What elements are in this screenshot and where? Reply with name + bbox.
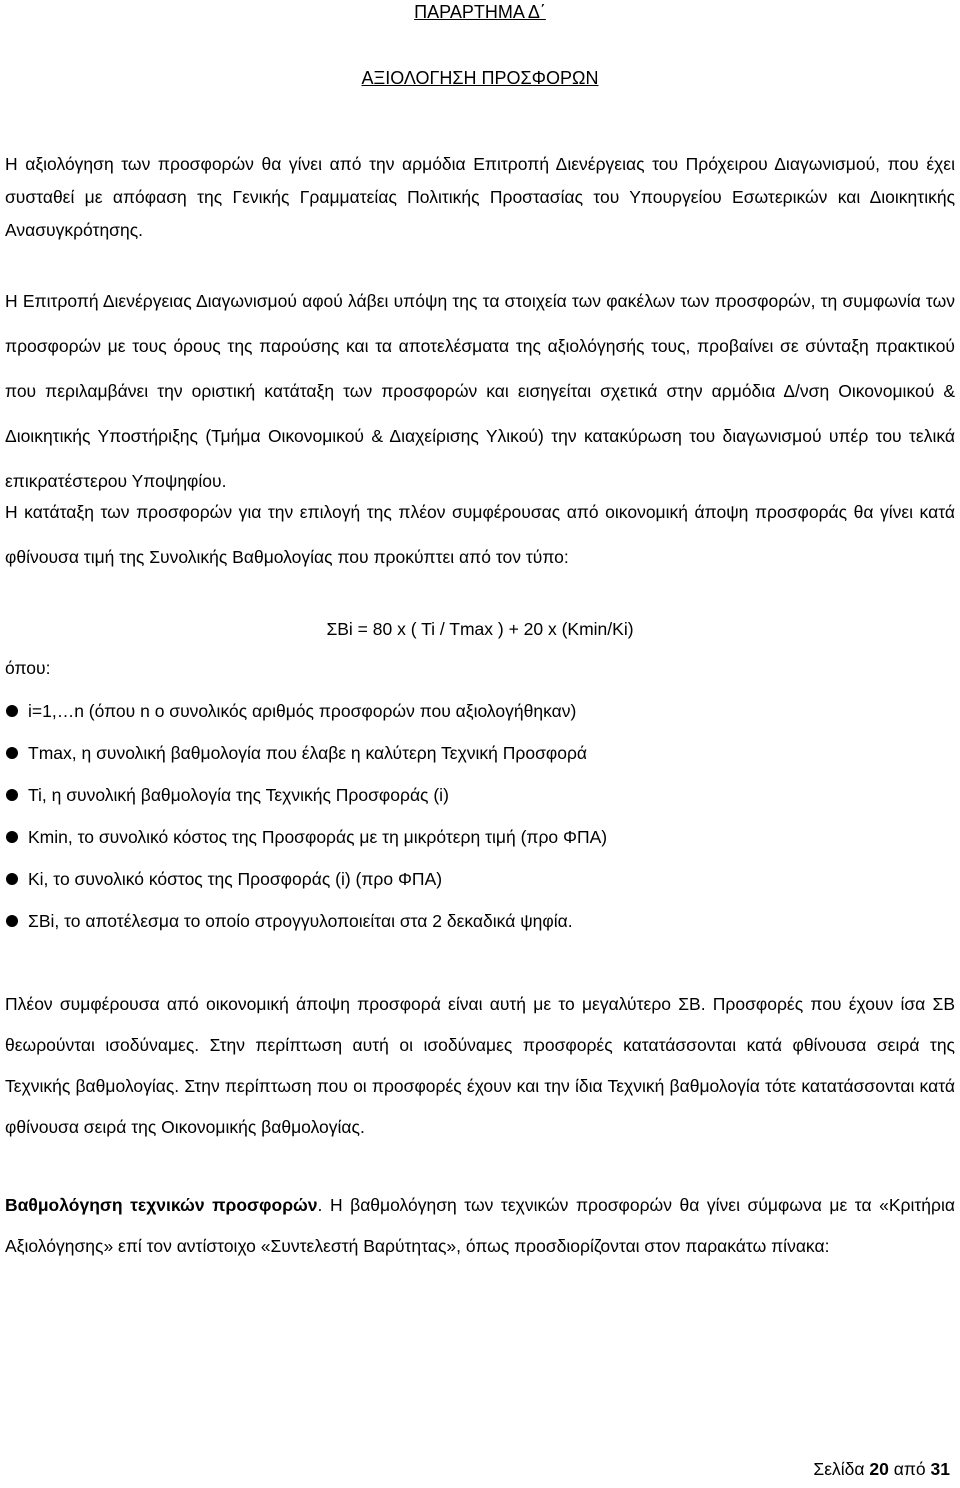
total-pages-number: 31 xyxy=(930,1459,950,1479)
annex-title: ΠΑΡΑΡΤΗΜΑ Δ΄ xyxy=(414,2,546,22)
variable-definitions xyxy=(0,697,960,949)
paragraph-technical-scoring xyxy=(5,1185,955,1267)
list-item xyxy=(0,865,960,907)
where-label: όπου: xyxy=(5,658,51,678)
bullet-icon xyxy=(6,789,18,801)
page-footer xyxy=(813,1456,950,1482)
bullet-icon xyxy=(6,831,18,843)
paragraph-procedure: Η Επιτροπή Διενέργειας Διαγωνισμού αφού λάβει υπόψη της τα στοιχεία των φακέλων των προσφορών, τη συμφωνία των προσφορών με τους όρους της παρούσης και τα αποτελέσματα της αξιολόγησής τους, προβαίνει σε σύνταξη πρακτικού που περιλαμβάνει την οριστική κατάταξη των προσφορών και εισηγείται σχετικά στην αρμόδια Δ/νση Οικονομικού & Διοικητικής Υποστήριξης (Τμήμα Οικονομικού & Διαχείρισης Υλικού) την κατακύρωση του διαγωνισμού υπέρ του τελικά επικρατέστερου Υποψηφίου. xyxy=(5,291,955,491)
list-item-text: i=1,…n (όπου n ο συνολικός αριθμός προσφορών που αξιολογήθηκαν) xyxy=(28,701,577,721)
footer-middle: από xyxy=(888,1459,931,1479)
bullet-icon xyxy=(6,747,18,759)
list-item xyxy=(0,823,960,865)
list-item xyxy=(0,739,960,781)
technical-scoring-heading: Βαθμολόγηση τεχνικών προσφορών xyxy=(5,1195,318,1215)
list-item xyxy=(0,781,960,823)
list-item-text: Kmin, το συνολικό κόστος της Προσφοράς με τη μικρότερη τιμή (προ ΦΠΑ) xyxy=(28,827,608,847)
paragraph-committee: Η αξιολόγηση των προσφορών θα γίνει από την αρμόδια Επιτροπή Διενέργειας του Πρόχειρου Διαγωνισμού, που έχει συσταθεί με απόφαση της Γενικής Γραμματείας Πολιτικής Προστασίας του Υπουργείου Εσωτερικών και Διοικητικής Ανασυγκρότησης. xyxy=(5,154,955,240)
section-title: ΑΞΙΟΛΟΓΗΣΗ ΠΡΟΣΦΟΡΩΝ xyxy=(361,68,599,88)
current-page-number: 20 xyxy=(869,1459,889,1479)
footer-prefix: Σελίδα xyxy=(813,1459,870,1479)
bullet-icon xyxy=(6,705,18,717)
list-item-text: Tmax, η συνολική βαθμολογία που έλαβε η καλύτερη Τεχνική Προσφορά xyxy=(28,743,588,763)
score-formula-text: ΣΒi = 80 x ( Ti / Tmax ) + 20 x (Kmin/Ki) xyxy=(326,619,634,639)
paragraph-tie-break: Πλέον συμφέρουσα από οικονομική άποψη προσφορά είναι αυτή με το μεγαλύτερο ΣΒ. Προσφορές που έχουν ίσα ΣΒ θεωρούνται ισοδύναμες. Στην περίπτωση αυτή οι ισοδύναμες προσφορές κατατάσσονται κατά φθίνουσα σειρά της Τεχνικής βαθμολογίας. Στην περίπτωση που οι προσφορές έχουν και την ίδια Τεχνική βαθμολογία τότε κατατάσσονται κατά φθίνουσα σειρά της Οικονομικής βαθμολογίας. xyxy=(5,994,955,1137)
paragraph-ranking: Η κατάταξη των προσφορών για την επιλογή της πλέον συμφέρουσας από οικονομική άποψη προσφοράς θα γίνει κατά φθίνουσα τιμή της Συνολικής Βαθμολογίας που προκύπτει από τον τύπο: xyxy=(5,502,955,567)
list-item-text: Ki, το συνολικό κόστος της Προσφοράς (i) (προ ΦΠΑ) xyxy=(28,869,443,889)
list-item-text: Ti, η συνολική βαθμολογία της Τεχνικής Προσφοράς (i) xyxy=(28,785,449,805)
list-item xyxy=(0,907,960,949)
list-item-text: ΣΒi, το αποτέλεσμα το οποίο στρογγυλοποιείται στα 2 δεκαδικά ψηφία. xyxy=(28,911,573,931)
bullet-icon xyxy=(6,915,18,927)
bullet-icon xyxy=(6,873,18,885)
technical-scoring-text: . Η βαθμολόγηση των τεχνικών προσφορών θα γίνει σύμφωνα με τα «Κριτήρια Αξιολόγησης» επί τον αντίστοιχο «Συντελεστή Βαρύτητας», όπως προσδιορίζονται στον παρακάτω πίνακα: xyxy=(5,1195,955,1256)
score-formula xyxy=(0,616,960,642)
list-item xyxy=(0,697,960,739)
